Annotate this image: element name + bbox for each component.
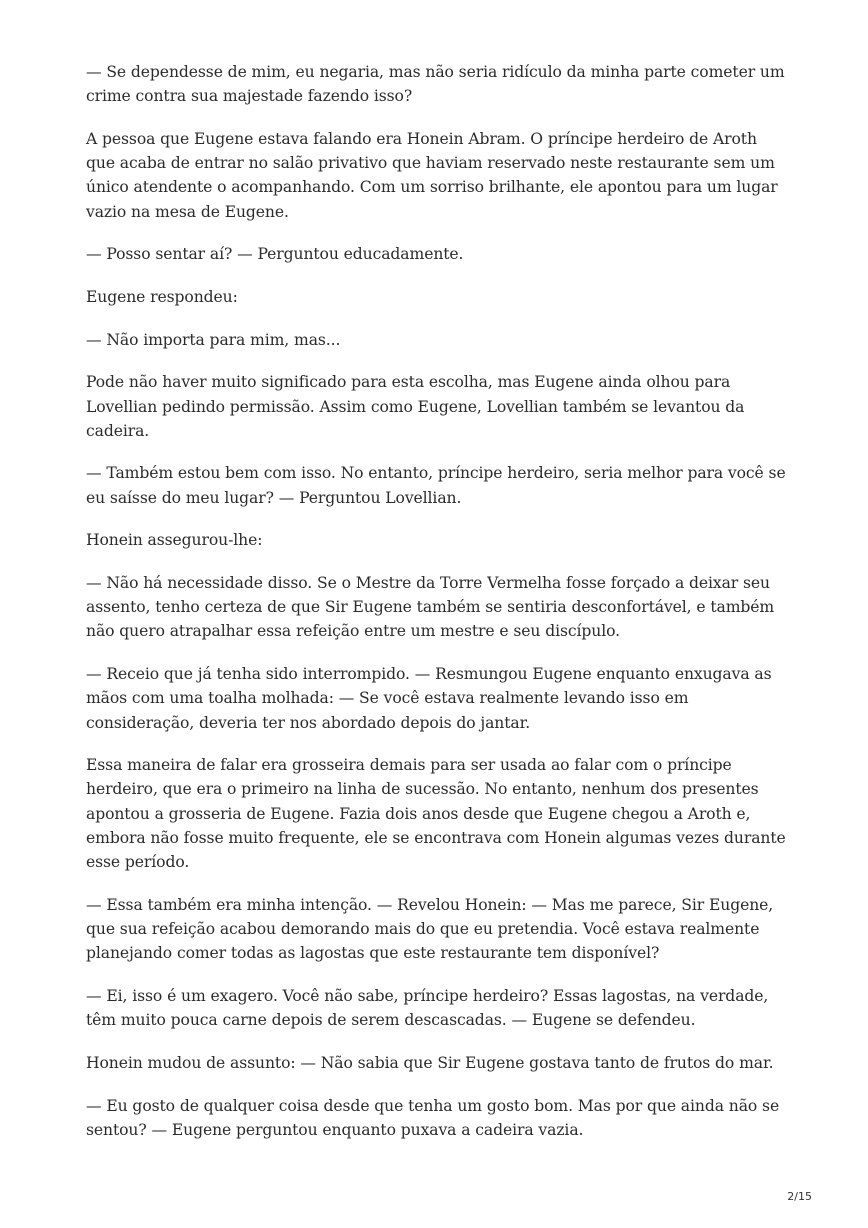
paragraph: — Eu gosto de qualquer coisa desde que tenha um gosto bom. Mas por que ainda não se sentou? — Eugene perguntou enquanto puxava a cadeira vazia. xyxy=(86,1096,780,1139)
paragraph: Honein mudou de assunto: — Não sabia que Sir Eugene gostava tanto de frutos do mar. xyxy=(86,1053,774,1072)
paragraph: — Ei, isso é um exagero. Você não sabe, príncipe herdeiro? Essas lagostas, na verdade, têm muito pouca carne depois de serem descascadas. — Eugene se defendeu. xyxy=(86,986,769,1030)
page-number: 2/15 xyxy=(787,1190,812,1203)
paragraph: — Essa também era minha intenção. — Revelou Honein: — Mas me parece, Sir Eugene, que sua refeição acabou demorando mais do que eu pretendia. Você estava realmente planejando comer todas as lagostas que este restaurante tem disponível? xyxy=(86,895,774,963)
paragraph: Eugene respondeu: xyxy=(86,287,238,306)
paragraph: — Se dependesse de mim, eu negaria, mas não seria ridículo da minha parte cometer um crime contra sua majestade fazendo isso? xyxy=(86,63,785,106)
paragraph: — Não há necessidade disso. Se o Mestre da Torre Vermelha fosse forçado a deixar seu assento, tenho certeza de que Sir Eugene também se sentiria desconfortável, e também não quero atrapalhar essa refeição entre um mestre e seu discípulo. xyxy=(86,574,775,641)
paragraph: — Também estou bem com isso. No entanto, príncipe herdeiro, seria melhor para você se eu saísse do meu lugar? — Perguntou Lovellian. xyxy=(86,464,786,507)
paragraph: A pessoa que Eugene estava falando era Honein Abram. O príncipe herdeiro de Aroth que acaba de entrar no salão privativo que haviam reservado neste restaurante sem um único atendente o acompanhando. Com um sorriso brilhante, ele apontou para um lugar vazio na mesa de Eugene. xyxy=(86,129,778,221)
paragraph: Essa maneira de falar era grosseira demais para ser usada ao falar com o príncipe herdeiro, que era o primeiro na linha de sucessão. No entanto, nenhum dos presentes apontou a grosseria de Eugene. Fazia dois anos desde que Eugene chegou a Aroth e, embora não fosse muito frequente, ele se encontrava com Honein algumas vezes durante esse período. xyxy=(86,756,786,872)
paragraph: — Não importa para mim, mas... xyxy=(86,330,341,349)
paragraph: Pode não haver muito significado para esta escolha, mas Eugene ainda olhou para Lovellian pedindo permissão. Assim como Eugene, Lovellian também se levantou da cadeira. xyxy=(86,373,745,440)
document-body xyxy=(86,60,786,1160)
paragraph: — Posso sentar aí? — Perguntou educadamente. xyxy=(86,245,464,264)
paragraph: Honein assegurou-lhe: xyxy=(86,531,263,550)
paragraph: — Receio que já tenha sido interrompido. — Resmungou Eugene enquanto enxugava as mãos com uma toalha molhada: — Se você estava realmente levando isso em consideração, deveria ter nos abordado depois do jantar. xyxy=(86,665,772,732)
